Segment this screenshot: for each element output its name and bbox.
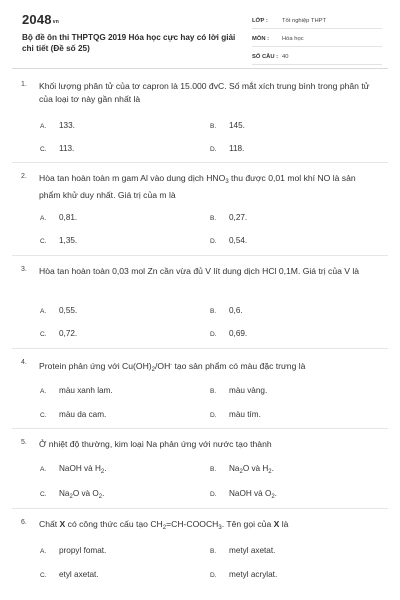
- option-d[interactable]: [210, 410, 261, 419]
- option-letter: B.: [210, 466, 217, 473]
- option-text: 118.: [229, 144, 245, 153]
- question-number: 3.: [21, 266, 27, 273]
- option-text: metyl axetat.: [229, 546, 276, 555]
- page-header: [0, 0, 400, 66]
- option-text: 113.: [59, 144, 75, 153]
- option-text: màu tím.: [229, 410, 261, 419]
- option-a[interactable]: [40, 121, 75, 130]
- meta-value: Tốt nghiệp THPT: [282, 18, 327, 24]
- question-number: 4.: [21, 359, 27, 366]
- meta-key: MÔN :: [252, 36, 270, 42]
- option-text: NaOH và $O_2$.: [229, 489, 277, 500]
- option-a[interactable]: [40, 464, 106, 475]
- option-c[interactable]: [40, 236, 77, 245]
- option-letter: B.: [210, 215, 217, 222]
- meta-row-question-count: [252, 50, 382, 65]
- option-text: propyl fomat.: [59, 546, 107, 555]
- document-title: Bộ đề ôn thi THPTQG 2019 Hóa học cực hay có lời giải chi tiết (Đề số 25): [22, 33, 236, 53]
- option-letter: C.: [40, 412, 47, 419]
- option-text: NaOH và $H_2$.: [59, 464, 107, 475]
- question-number: 1.: [21, 81, 27, 88]
- question-divider: [12, 255, 388, 256]
- option-letter: D.: [210, 331, 217, 338]
- option-b[interactable]: [210, 546, 275, 555]
- option-d[interactable]: [210, 489, 277, 500]
- question-text: Hòa tan hoàn toàn 0,03 mol Zn cần vừa đủ V lít dung dịch HCl 0,1M. Giá trị của V là: [39, 266, 360, 276]
- option-text: màu xanh lam.: [59, 386, 113, 395]
- option-text: 0,27.: [229, 213, 248, 222]
- meta-value: Hóa học: [282, 36, 304, 42]
- option-text: màu vàng.: [229, 386, 268, 395]
- option-letter: D.: [210, 412, 217, 419]
- option-d[interactable]: [210, 570, 277, 579]
- question-number: 6.: [21, 519, 27, 526]
- option-letter: A.: [40, 215, 47, 222]
- option-letter: C.: [40, 146, 47, 153]
- option-text: 0,6.: [229, 306, 243, 315]
- logo-suffix: vn: [52, 19, 59, 25]
- option-text: 1,35.: [59, 236, 78, 245]
- question-divider: [12, 162, 388, 163]
- question-text: Chất X có công thức cấu tạo $CH_2=CH-COOCH_3$. Tên gọi của X là: [39, 519, 289, 531]
- option-b[interactable]: [210, 306, 243, 315]
- option-text: 0,69.: [229, 329, 248, 338]
- option-letter: B.: [210, 123, 217, 130]
- option-c[interactable]: [40, 329, 77, 338]
- option-d[interactable]: [210, 144, 244, 153]
- meta-row-class: [252, 14, 382, 29]
- option-c[interactable]: [40, 144, 74, 153]
- option-letter: C.: [40, 331, 47, 338]
- option-text: màu da cam.: [59, 410, 107, 419]
- option-text: 0,54.: [229, 236, 248, 245]
- option-letter: D.: [210, 146, 217, 153]
- question-divider: [12, 428, 388, 429]
- option-letter: D.: [210, 491, 217, 498]
- option-a[interactable]: [40, 306, 77, 315]
- question-divider: [12, 348, 388, 349]
- document-meta: [252, 14, 382, 68]
- option-letter: A.: [40, 123, 47, 130]
- option-letter: C.: [40, 238, 47, 245]
- question-text: Hòa tan hoàn toàn m gam Al vào dung dịch $HNO_3$ thu được 0,01 mol khí NO là sản phẩm khử duy nhất. Giá trị của m là: [39, 173, 356, 200]
- option-letter: B.: [210, 388, 217, 395]
- option-letter: A.: [40, 308, 47, 315]
- question-number: 2.: [21, 173, 27, 180]
- option-text: metyl acrylat.: [229, 570, 278, 579]
- header-divider: [12, 68, 388, 69]
- option-text: etyl axetat.: [59, 570, 99, 579]
- option-letter: B.: [210, 308, 217, 315]
- meta-key: LỚP :: [252, 18, 268, 24]
- option-c[interactable]: [40, 489, 104, 500]
- option-letter: A.: [40, 548, 47, 555]
- option-letter: A.: [40, 466, 47, 473]
- site-logo[interactable]: $2048^{vn}$: [22, 12, 59, 27]
- question-number: 5.: [21, 439, 27, 446]
- option-text: 0,55.: [59, 306, 78, 315]
- option-letter: D.: [210, 572, 217, 579]
- option-letter: A.: [40, 388, 47, 395]
- meta-value: 40: [282, 54, 289, 60]
- option-b[interactable]: [210, 213, 247, 222]
- option-letter: C.: [40, 572, 47, 579]
- option-text: $Na_2O$ và $O_2$.: [59, 489, 105, 500]
- option-text: $Na_2O$ và $H_2$.: [229, 464, 274, 475]
- option-letter: D.: [210, 238, 217, 245]
- option-d[interactable]: [210, 236, 247, 245]
- question-text: Ở nhiệt độ thường, kim loại Na phản ứng với nước tạo thành: [39, 439, 272, 449]
- meta-key: SỐ CÂU :: [252, 54, 279, 60]
- option-b[interactable]: [210, 464, 274, 475]
- question-divider: [12, 508, 388, 509]
- option-d[interactable]: [210, 329, 247, 338]
- option-text: 133.: [59, 121, 75, 130]
- option-text: 0,81.: [59, 213, 78, 222]
- question-text: Protein phản ứng với $Cu(OH)_2/OH^-$ tạo sản phẩm có màu đặc trưng là: [39, 361, 306, 373]
- option-a[interactable]: [40, 546, 106, 555]
- option-text: 145.: [229, 121, 245, 130]
- option-b[interactable]: [210, 386, 267, 395]
- meta-row-subject: [252, 32, 382, 47]
- option-text: 0,72.: [59, 329, 78, 338]
- question-text: Khối lượng phân tử của tơ capron là 15.000 đvC. Số mắt xích trung bình trong phân tử của loại tơ này gần nhất là: [39, 81, 370, 104]
- option-a[interactable]: [40, 213, 77, 222]
- option-letter: C.: [40, 491, 47, 498]
- option-letter: B.: [210, 548, 217, 555]
- option-c[interactable]: [40, 410, 106, 419]
- option-b[interactable]: [210, 121, 245, 130]
- option-a[interactable]: [40, 386, 113, 395]
- option-c[interactable]: [40, 570, 99, 579]
